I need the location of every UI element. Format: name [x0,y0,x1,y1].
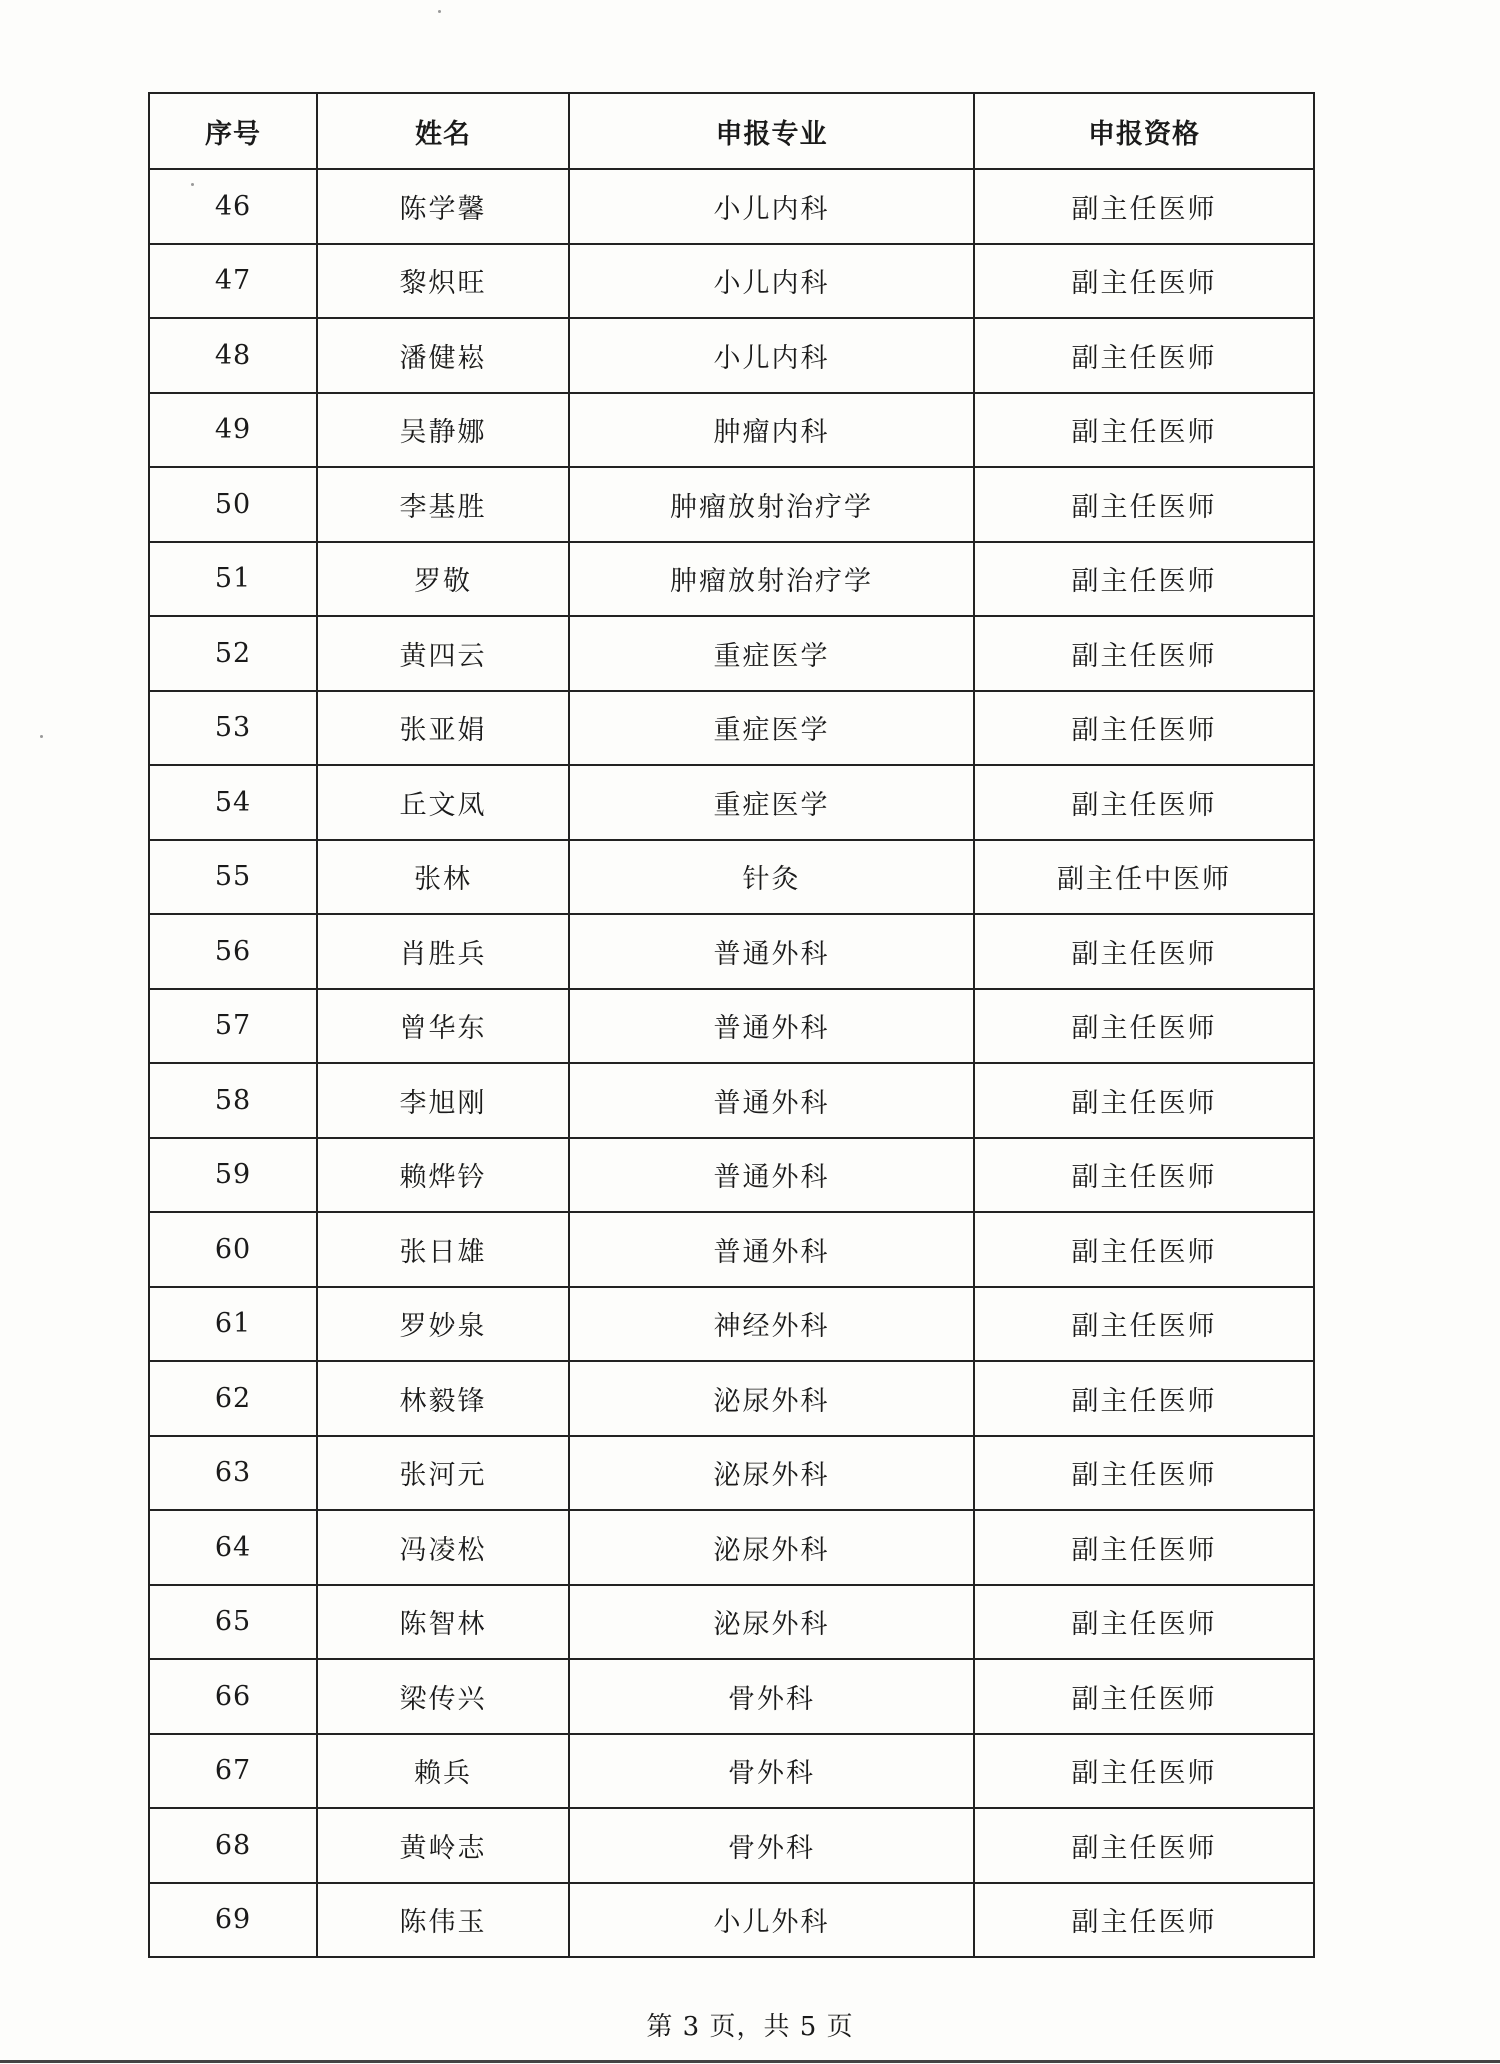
table-row [149,1287,1314,1362]
cell-qualification: 副主任医师 [974,616,1314,691]
cell-serial-number: 52 [149,616,317,691]
cell-serial-number: 49 [149,393,317,468]
applicant-table [148,92,1315,1958]
cell-qualification: 副主任医师 [974,1808,1314,1883]
cell-qualification: 副主任医师 [974,1883,1314,1958]
cell-serial-number: 68 [149,1808,317,1883]
table-row [149,616,1314,691]
table-row [149,169,1314,244]
cell-qualification: 副主任医师 [974,1734,1314,1809]
cell-name: 吴静娜 [317,393,569,468]
table-row [149,1510,1314,1585]
cell-major: 小儿内科 [569,244,974,319]
cell-major: 重症医学 [569,691,974,766]
cell-qualification: 副主任医师 [974,244,1314,319]
table-row [149,1585,1314,1660]
table-row [149,244,1314,319]
cell-qualification: 副主任医师 [974,318,1314,393]
cell-serial-number: 59 [149,1138,317,1213]
cell-major: 泌尿外科 [569,1510,974,1585]
cell-serial-number: 53 [149,691,317,766]
table-row [149,691,1314,766]
header-qualification: 申报资格 [974,93,1314,169]
cell-serial-number: 54 [149,765,317,840]
cell-major: 肿瘤放射治疗学 [569,467,974,542]
table-row [149,467,1314,542]
scan-speck [438,10,441,13]
cell-name: 李基胜 [317,467,569,542]
table-row [149,989,1314,1064]
cell-major: 骨外科 [569,1659,974,1734]
cell-name: 潘健崧 [317,318,569,393]
cell-serial-number: 62 [149,1361,317,1436]
cell-major: 泌尿外科 [569,1585,974,1660]
cell-serial-number: 64 [149,1510,317,1585]
cell-major: 神经外科 [569,1287,974,1362]
table-row [149,914,1314,989]
cell-name: 梁传兴 [317,1659,569,1734]
cell-major: 骨外科 [569,1808,974,1883]
cell-qualification: 副主任医师 [974,1436,1314,1511]
cell-serial-number: 55 [149,840,317,915]
cell-serial-number: 51 [149,542,317,617]
cell-serial-number: 47 [149,244,317,319]
applicant-table-container [148,92,1313,1958]
cell-qualification: 副主任中医师 [974,840,1314,915]
cell-name: 黎炽旺 [317,244,569,319]
header-name: 姓名 [317,93,569,169]
bottom-scan-edge [0,2060,1500,2063]
cell-qualification: 副主任医师 [974,1585,1314,1660]
table-row [149,765,1314,840]
table-row [149,1883,1314,1958]
cell-qualification: 副主任医师 [974,169,1314,244]
cell-name: 张河元 [317,1436,569,1511]
cell-name: 张日雄 [317,1212,569,1287]
cell-serial-number: 46 [149,169,317,244]
cell-qualification: 副主任医师 [974,542,1314,617]
cell-major: 骨外科 [569,1734,974,1809]
table-row [149,1361,1314,1436]
cell-qualification: 副主任医师 [974,765,1314,840]
cell-name: 黄岭志 [317,1808,569,1883]
cell-major: 普通外科 [569,1063,974,1138]
cell-major: 普通外科 [569,989,974,1064]
cell-qualification: 副主任医师 [974,989,1314,1064]
cell-qualification: 副主任医师 [974,1510,1314,1585]
cell-name: 罗妙泉 [317,1287,569,1362]
cell-name: 冯凌松 [317,1510,569,1585]
page-number: 第 3 页，共 5 页 [646,2012,854,2042]
cell-major: 肿瘤内科 [569,393,974,468]
cell-major: 泌尿外科 [569,1361,974,1436]
cell-serial-number: 66 [149,1659,317,1734]
cell-serial-number: 67 [149,1734,317,1809]
cell-major: 小儿内科 [569,318,974,393]
table-row [149,1808,1314,1883]
cell-name: 丘文凤 [317,765,569,840]
cell-name: 陈伟玉 [317,1883,569,1958]
header-serial-number: 序号 [149,93,317,169]
cell-name: 黄四云 [317,616,569,691]
cell-qualification: 副主任医师 [974,1287,1314,1362]
cell-major: 重症医学 [569,616,974,691]
table-row [149,393,1314,468]
table-row [149,1734,1314,1809]
cell-qualification: 副主任医师 [974,914,1314,989]
cell-name: 张亚娟 [317,691,569,766]
cell-serial-number: 57 [149,989,317,1064]
cell-name: 肖胜兵 [317,914,569,989]
cell-qualification: 副主任医师 [974,467,1314,542]
cell-major: 小儿内科 [569,169,974,244]
cell-major: 小儿外科 [569,1883,974,1958]
table-row [149,542,1314,617]
table-row [149,840,1314,915]
cell-major: 肿瘤放射治疗学 [569,542,974,617]
cell-serial-number: 60 [149,1212,317,1287]
cell-serial-number: 69 [149,1883,317,1958]
cell-name: 陈智林 [317,1585,569,1660]
table-row [149,1063,1314,1138]
cell-major: 重症医学 [569,765,974,840]
cell-name: 张林 [317,840,569,915]
cell-serial-number: 50 [149,467,317,542]
table-row [149,1436,1314,1511]
table-row [149,1138,1314,1213]
cell-name: 林毅锋 [317,1361,569,1436]
cell-name: 赖烨钤 [317,1138,569,1213]
cell-major: 针灸 [569,840,974,915]
cell-serial-number: 58 [149,1063,317,1138]
cell-serial-number: 63 [149,1436,317,1511]
cell-major: 普通外科 [569,914,974,989]
cell-qualification: 副主任医师 [974,1212,1314,1287]
cell-major: 普通外科 [569,1212,974,1287]
table-body [149,169,1314,1957]
cell-serial-number: 61 [149,1287,317,1362]
cell-name: 曾华东 [317,989,569,1064]
table-row [149,1212,1314,1287]
cell-serial-number: 65 [149,1585,317,1660]
cell-qualification: 副主任医师 [974,1063,1314,1138]
cell-qualification: 副主任医师 [974,393,1314,468]
cell-qualification: 副主任医师 [974,691,1314,766]
cell-name: 李旭刚 [317,1063,569,1138]
scan-speck [40,735,43,738]
cell-qualification: 副主任医师 [974,1138,1314,1213]
cell-qualification: 副主任医师 [974,1659,1314,1734]
cell-serial-number: 48 [149,318,317,393]
table-row [149,1659,1314,1734]
table-row [149,318,1314,393]
cell-name: 陈学馨 [317,169,569,244]
cell-qualification: 副主任医师 [974,1361,1314,1436]
cell-major: 普通外科 [569,1138,974,1213]
table-header-row [149,93,1314,169]
cell-major: 泌尿外科 [569,1436,974,1511]
cell-name: 赖兵 [317,1734,569,1809]
cell-serial-number: 56 [149,914,317,989]
cell-name: 罗敬 [317,542,569,617]
header-major: 申报专业 [569,93,974,169]
